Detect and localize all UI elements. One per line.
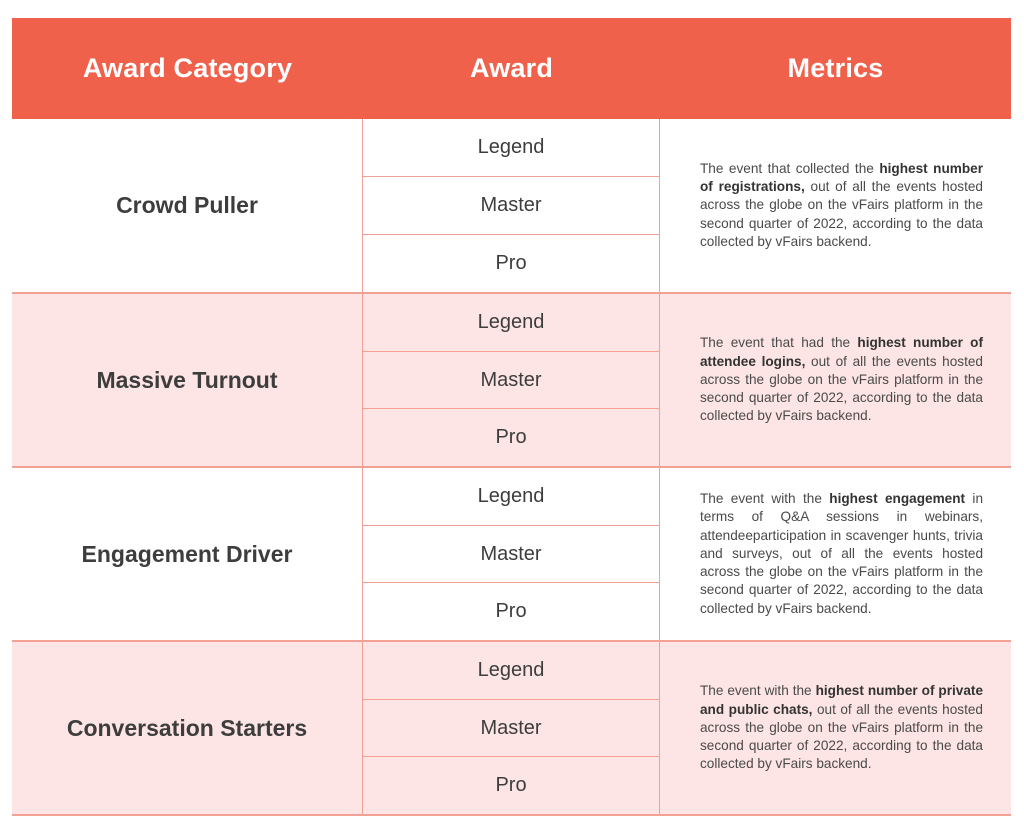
award-pro: Pro <box>363 234 659 292</box>
award-legend: Legend <box>477 484 545 507</box>
award-master: Master <box>363 525 659 583</box>
award-legend: Legend <box>477 310 545 333</box>
awards-cell <box>363 294 660 466</box>
metrics-text <box>700 334 983 425</box>
header-award-category: Award Category <box>82 53 293 83</box>
metrics-text <box>700 490 983 618</box>
category-cell: Crowd Puller <box>12 119 363 292</box>
award-master: Master <box>363 176 659 234</box>
category-cell: Conversation Starters <box>12 642 363 814</box>
metrics-cell <box>660 468 1011 640</box>
header-metrics: Metrics <box>787 53 884 83</box>
category-cell: Massive Turnout <box>12 294 363 466</box>
metrics-text-highlight: highest number of registrations, <box>700 160 983 195</box>
award-legend: Legend <box>477 658 545 681</box>
metrics-text-pre: The event with the <box>700 490 830 506</box>
table-row-engagement-driver <box>12 468 1011 642</box>
award-pro: Pro <box>363 408 659 466</box>
metrics-text-post: in terms of Q&A sessions in webinars, attendeeparticipation in scavenger hunts, trivia and surveys, out of all the events hosted across the globe on the vFairs platform in the second quarter of 2022, according to the data collected by vFairs backend. <box>700 490 984 616</box>
awards-cell <box>363 119 660 292</box>
table-row-crowd-puller <box>12 119 1011 294</box>
table-row-conversation-starters <box>12 642 1011 816</box>
header-award: Award <box>469 53 554 83</box>
metrics-cell <box>660 294 1011 466</box>
metrics-text-post: out of all the events hosted across the globe on the vFairs platform in the second quarter of 2022, according to the data collected by vFairs backend. <box>700 701 983 772</box>
table-header <box>12 18 1011 119</box>
awards-cell <box>363 642 660 814</box>
metrics-text <box>700 160 983 251</box>
metrics-text-post: out of all the events hosted across the globe on the vFairs platform in the second quarter of 2022, according to the data collected by vFairs backend. <box>700 179 983 249</box>
metrics-text-post: out of all the events hosted across the globe on the vFairs platform in the second quarter of 2022, according to the data collected by vFairs backend. <box>700 353 983 424</box>
category-cell: Engagement Driver <box>12 468 363 640</box>
award-pro: Pro <box>363 582 659 640</box>
award-master: Master <box>363 699 659 757</box>
metrics-text-highlight: highest number of attendee logins, <box>700 335 983 369</box>
metrics-cell <box>660 119 1011 292</box>
award-pro: Pro <box>363 756 659 814</box>
award-master: Master <box>363 351 659 409</box>
metrics-text-pre: The event that had the <box>700 335 858 351</box>
metrics-text-pre: The event that collected the <box>700 160 880 176</box>
metrics-cell <box>660 642 1011 814</box>
metrics-text-pre: The event with the <box>700 683 816 699</box>
metrics-text-highlight: highest number of private and public chats, <box>700 683 984 717</box>
metrics-text-highlight: highest engagement <box>829 490 966 506</box>
award-legend: Legend <box>477 136 545 158</box>
awards-cell <box>363 468 660 640</box>
awards-table <box>12 18 1011 816</box>
table-row-massive-turnout <box>12 294 1011 468</box>
metrics-text <box>700 682 983 773</box>
